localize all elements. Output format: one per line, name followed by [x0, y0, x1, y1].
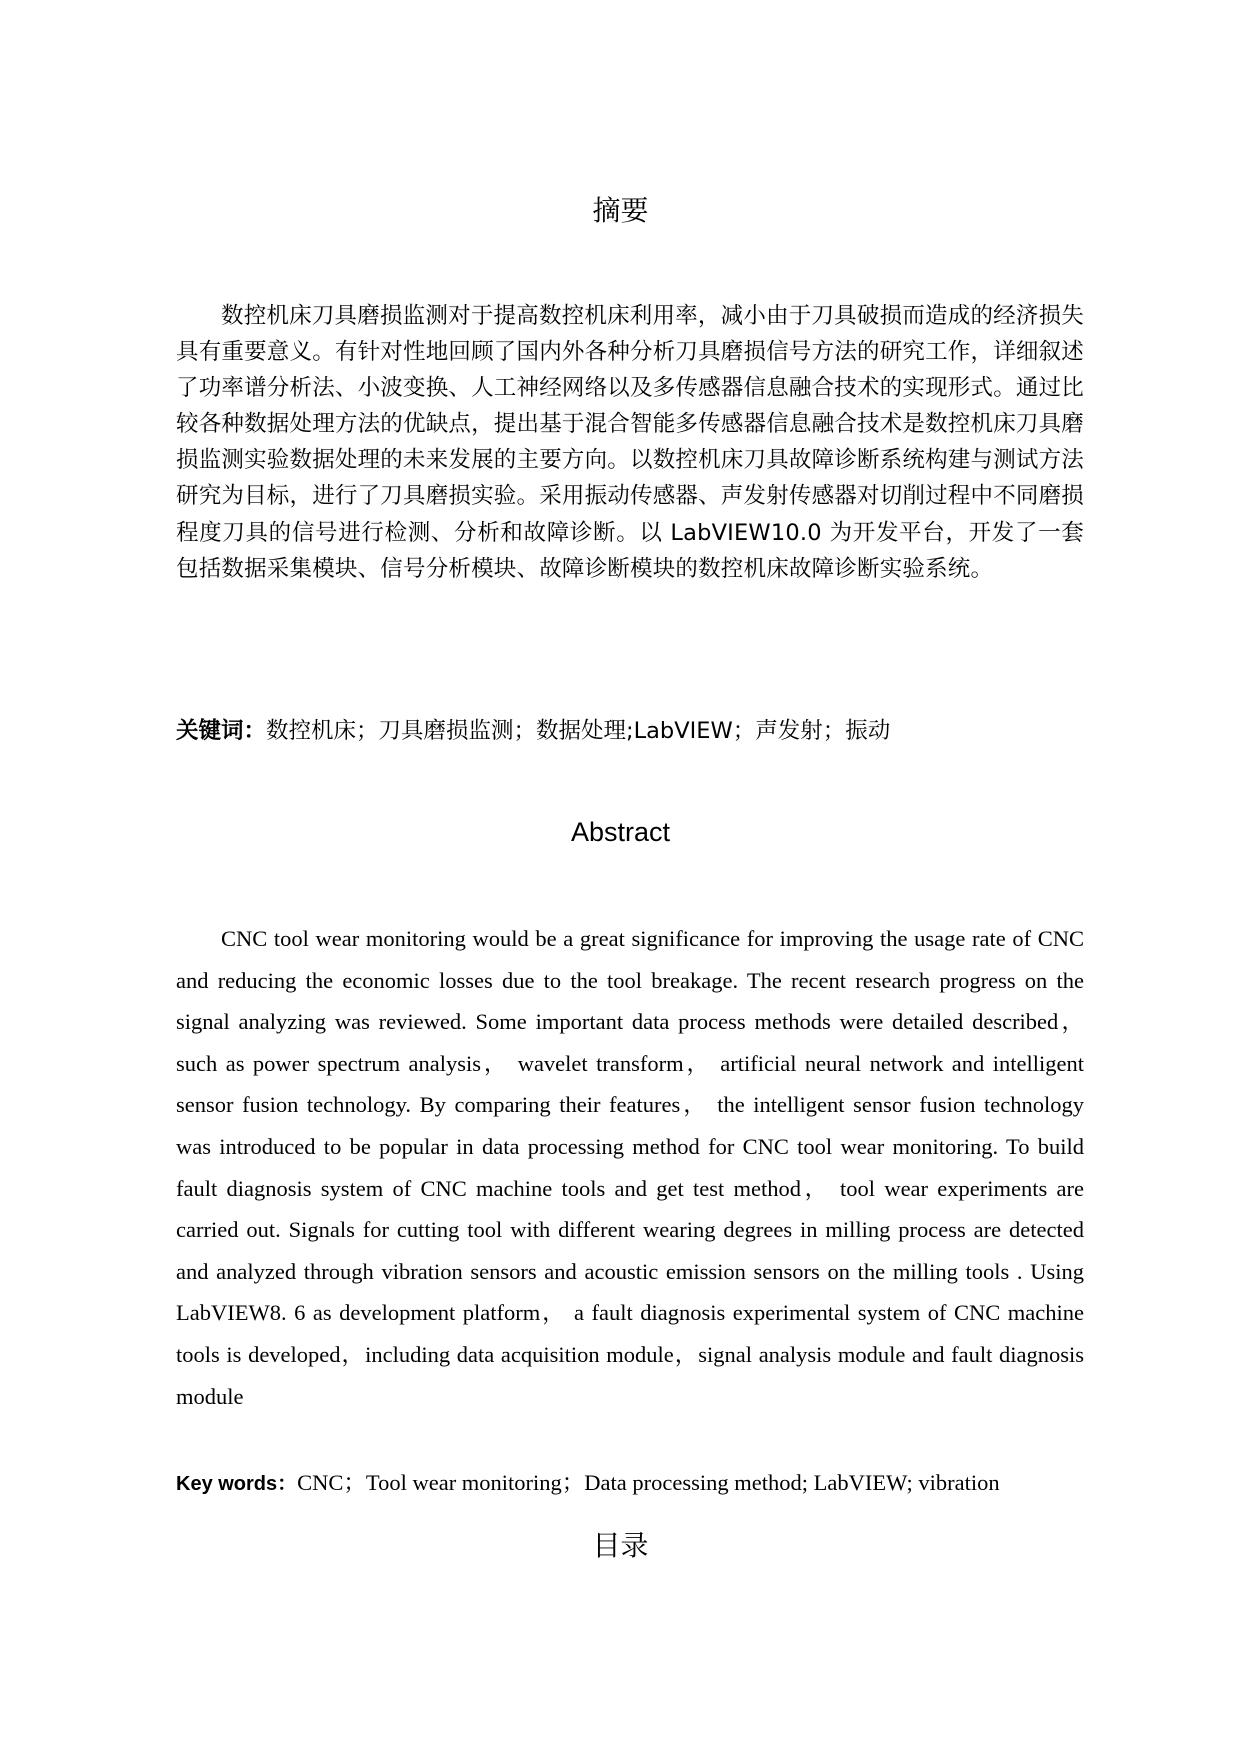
table-of-contents-heading: 目录	[592, 1529, 649, 1562]
english-keywords-line	[176, 1465, 1084, 1502]
chinese-abstract-body: 数控机床刀具磨损监测对于提高数控机床利用率，减小由于刀具破损而造成的经济损失具有重要意义。有针对性地回顾了国内外各种分析刀具磨损信号方法的研究工作，详细叙述了功率谱分析法、小波变换、人工神经网络以及多传感器信息融合技术的实现形式。通过比较各种数据处理方法的优缺点，提出基于混合智能多传感器信息融合技术是数控机床刀具磨损监测实验数据处理的未来发展的主要方向。以数控机床刀具故障诊断系统构建与测试方法研究为目标，进行了刀具磨损实验。采用振动传感器、声发射传感器对切削过程中不同磨损程度刀具的信号进行检测、分析和故障诊断。以 LabVIEW10.0 为开发平台，开发了一套包括数据采集模块、信号分析模块、故障诊断模块的数控机床故障诊断实验系统。	[176, 303, 1085, 582]
english-keywords: CNC；Tool wear monitoring；Data processing method; LabVIEW; vibration	[297, 1470, 1000, 1495]
chinese-abstract-heading: 摘要	[592, 194, 649, 227]
chinese-keywords: 数控机床；刀具磨损监测；数据处理;LabVIEW；声发射；振动	[266, 718, 891, 744]
chinese-keywords-line	[176, 713, 1084, 749]
chinese-keywords-label: 关键词：	[176, 718, 267, 744]
english-abstract-heading: Abstract	[570, 817, 671, 847]
english-abstract-body: CNC tool wear monitoring would be a great significance for improving the usage rate of CNC and reducing the economic losses due to the tool breakage. The recent research progress on the signal analyzing was reviewed. Some important data process methods were detailed described， such as power spectrum analysis， wavelet transform， artificial neural network and intelligent sensor fusion technology. By comparing their features， the intelligent sensor fusion technology was introduced to be popular in data processing method for CNC tool wear monitoring. To build fault diagnosis system of CNC machine tools and get test method， tool wear experiments are carried out. Signals for cutting tool with different wearing degrees in milling process are detected and analyzed through vibration sensors and acoustic emission sensors on the milling tools . Using LabVIEW8. 6 as development platform， a fault diagnosis experimental system of CNC machine tools is developed，including data acquisition module，signal analysis module and fault diagnosis module	[176, 926, 1084, 1409]
english-keywords-label: Key words：	[176, 1473, 298, 1495]
